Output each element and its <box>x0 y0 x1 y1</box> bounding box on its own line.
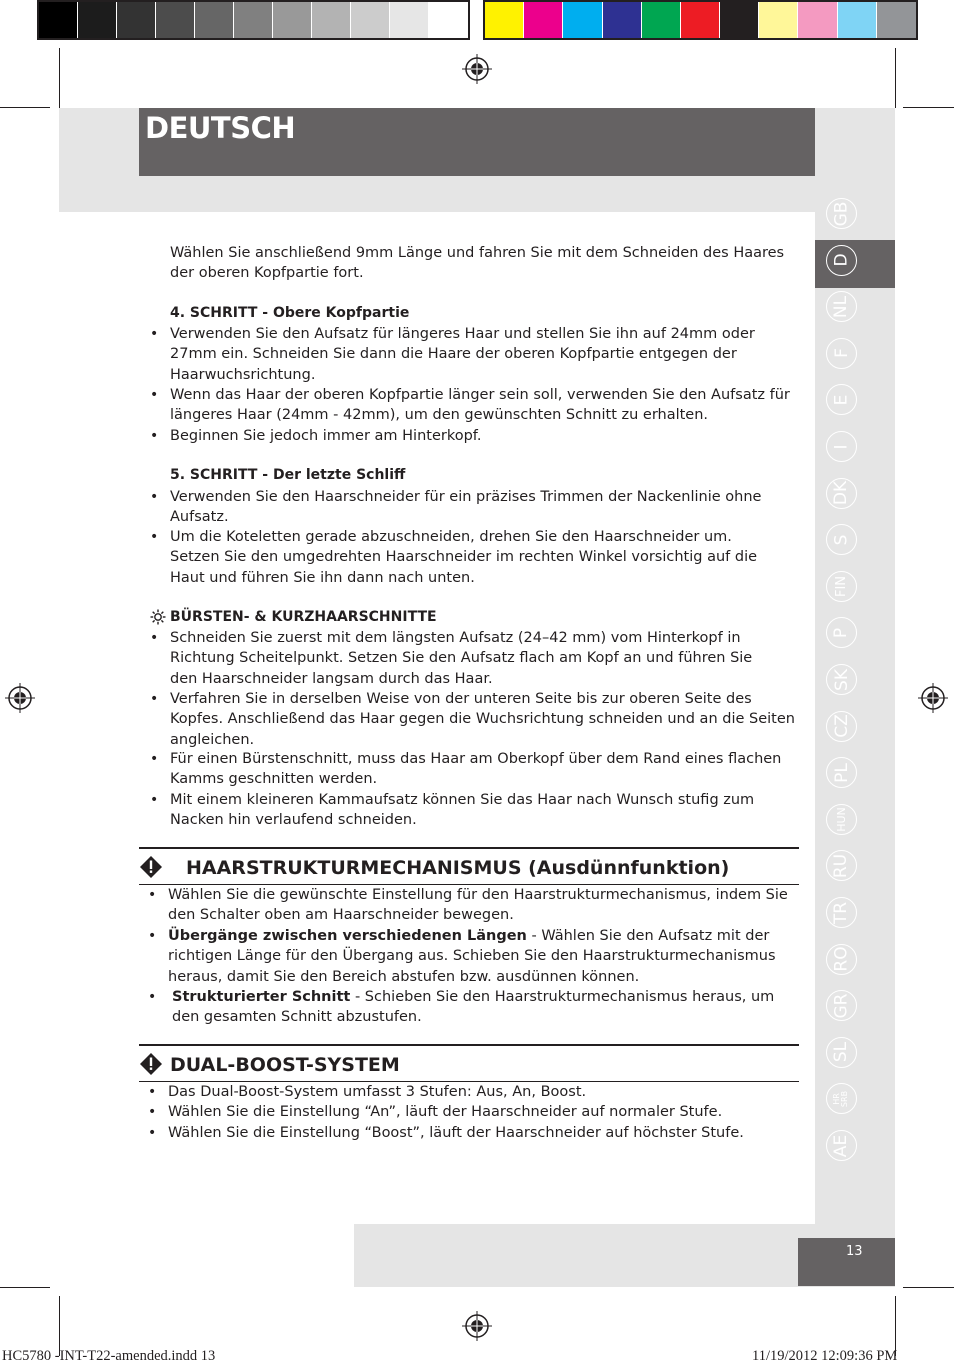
language-label: CZ <box>831 714 852 738</box>
section-rule <box>139 1044 799 1046</box>
crop-mark <box>0 107 50 108</box>
language-tab-gb[interactable] <box>826 198 857 229</box>
language-tab-sk[interactable] <box>826 664 857 695</box>
color-swatch <box>390 2 429 38</box>
crop-mark <box>59 48 60 108</box>
language-label: RU <box>831 853 852 879</box>
bullet-icon: • <box>148 928 157 944</box>
crop-mark <box>59 1296 60 1356</box>
crop-mark <box>895 1296 896 1356</box>
color-swatch <box>78 2 117 38</box>
color-swatch <box>524 2 563 38</box>
language-tab-cz[interactable] <box>826 711 857 742</box>
step4-item: Wenn das Haar der oberen Kopfpartie länger sein soll, verwenden Sie den Aufsatz für längeres Haar (24mm - 42mm), um den gewünschten Schnitt zu erhalten. <box>170 387 790 424</box>
step5-item: Um die Koteletten gerade abzuschneiden, drehen Sie den Haarschneider um. Setzen Sie den umgedrehten Haarschneider im rechten Winkel vorsichtig auf die Haut und führen Sie ihn dann nach unten. <box>170 529 758 586</box>
color-swatch <box>838 2 877 38</box>
language-sidebar <box>815 185 895 1225</box>
crop-mark <box>903 107 954 108</box>
page-title: DEUTSCH <box>145 111 296 145</box>
color-swatch <box>429 2 468 38</box>
color-swatch <box>39 2 78 38</box>
texture-item: Wählen Sie die gewünschte Einstellung für den Haarstrukturmechanismus, indem Sie den Schalter oben am Haarschneider bewegen. <box>168 887 788 924</box>
color-swatch <box>877 2 916 38</box>
bullet-icon: • <box>150 751 159 767</box>
grayscale-color-bar <box>37 0 470 40</box>
language-tab-d[interactable] <box>826 245 857 276</box>
language-label: FIN <box>833 575 849 597</box>
bullet-icon: • <box>150 387 159 403</box>
language-label: HUN <box>835 807 848 832</box>
bullet-icon: • <box>150 792 159 808</box>
color-swatch <box>563 2 602 38</box>
bullet-icon: • <box>150 691 159 707</box>
warning-icon <box>140 1053 162 1075</box>
language-label: D <box>831 253 852 267</box>
color-swatch <box>485 2 524 38</box>
language-tab-gr[interactable] <box>826 990 857 1021</box>
color-swatch <box>720 2 759 38</box>
crop-mark <box>903 1287 954 1288</box>
step4-item: Beginnen Sie jedoch immer am Hinterkopf. <box>170 428 482 444</box>
texture-heading: HAARSTRUKTURMECHANISMUS (Ausdünnfunktion) <box>186 857 730 879</box>
footer-file-info: HC5780 -INT-T22-amended.indd 13 <box>2 1348 216 1364</box>
texture-item-text: - Wählen Sie den Aufsatz mit der richtigen Länge für den Übergang aus. Schieben Sie den Haarstrukturmechanismus heraus, damit Sie den Bereich abstufen bzw. ausdünnen können. <box>168 928 776 985</box>
language-label: GR <box>831 993 852 1019</box>
intro-paragraph: Wählen Sie anschließend 9mm Länge und fahren Sie mit dem Schneiden des Haares der oberen Kopfpartie fort. <box>170 245 785 282</box>
language-label: TR <box>831 901 852 924</box>
registration-mark-icon <box>462 54 492 84</box>
crop-mark <box>0 1287 50 1288</box>
color-swatch <box>642 2 681 38</box>
section-rule <box>139 847 799 849</box>
bullet-icon: • <box>150 489 159 505</box>
language-label: RO <box>831 946 852 972</box>
bullet-icon: • <box>148 989 157 1005</box>
section-header <box>139 108 815 176</box>
language-tab-fin[interactable] <box>826 571 857 602</box>
process-color-bar <box>483 0 918 40</box>
footer-timestamp: 11/19/2012 12:09:36 PM <box>752 1348 898 1364</box>
language-label: GB <box>831 201 852 226</box>
language-tab-pl[interactable] <box>826 757 857 788</box>
language-tab-dk[interactable] <box>826 478 857 509</box>
bullet-icon: • <box>148 1084 157 1100</box>
dualboost-item: Das Dual-Boost-System umfasst 3 Stufen: Aus, An, Boost. <box>168 1084 587 1100</box>
brush-item: Verfahren Sie in derselben Weise von der unteren Seite bis zur oberen Seite des Kopfes. Anschließend das Haar gegen die Wuchsrichtung schneiden und an die Seiten angleichen. <box>170 691 795 748</box>
language-label: SL <box>831 1042 852 1063</box>
color-swatch <box>117 2 156 38</box>
brush-item: Schneiden Sie zuerst mit dem längsten Aufsatz (24–42 mm) vom Hinterkopf in Richtung Scheitelpunkt. Setzen Sie den Aufsatz flach am Kopf an und führen Sie den Haarschneider langsam durch das Haar. <box>170 630 753 687</box>
language-label: I <box>831 443 852 450</box>
language-label: S <box>831 534 852 546</box>
color-swatch <box>156 2 195 38</box>
language-tab-tr[interactable] <box>826 897 857 928</box>
color-swatch <box>759 2 798 38</box>
bullet-icon: • <box>148 1104 157 1120</box>
language-tab-nl[interactable] <box>826 291 857 322</box>
step5-heading: 5. SCHRITT - Der letzte Schliff <box>170 467 406 483</box>
language-tab-ro[interactable] <box>826 944 857 975</box>
step5-item: Verwenden Sie den Haarschneider für ein präzises Trimmen der Nackenlinie ohne Aufsatz. <box>170 489 762 526</box>
step4-item: Verwenden Sie den Aufsatz für längeres Haar und stellen Sie ihn auf 24mm oder 27mm ein. Schneiden Sie dann die Haare der oberen Kopfpartie entgegen der Haarwuchsrichtung. <box>170 326 755 383</box>
color-swatch <box>312 2 351 38</box>
language-label: F <box>831 348 852 359</box>
dualboost-heading: DUAL-BOOST-SYSTEM <box>170 1054 400 1076</box>
sun-icon <box>150 609 166 625</box>
color-swatch <box>195 2 234 38</box>
bullet-icon: • <box>150 428 159 444</box>
page-number: 13 <box>846 1244 863 1259</box>
language-label: DK <box>831 480 852 506</box>
language-tab-ae[interactable] <box>826 1130 857 1161</box>
bullet-icon: • <box>148 1125 157 1141</box>
language-tab-i[interactable] <box>826 431 857 462</box>
brush-heading: BÜRSTEN- & KURZHAARSCHNITTE <box>170 609 437 625</box>
language-tab-s[interactable] <box>826 524 857 555</box>
language-label: PL <box>831 762 852 783</box>
warning-icon <box>140 856 162 878</box>
texture-item <box>172 987 792 1028</box>
brush-item: Für einen Bürstenschnitt, muss das Haar am Oberkopf über dem Rand eines flachen Kamms geschnitten werden. <box>170 751 782 788</box>
registration-mark-icon <box>918 683 948 713</box>
color-swatch <box>273 2 312 38</box>
color-swatch <box>234 2 273 38</box>
bullet-icon: • <box>148 887 157 903</box>
language-label: SK <box>831 668 852 691</box>
bullet-icon: • <box>150 326 159 342</box>
step4-heading: 4. SCHRITT - Obere Kopfpartie <box>170 305 410 321</box>
texture-item-bold: Strukturierter Schnitt <box>172 989 351 1005</box>
language-tab-f[interactable] <box>826 338 857 369</box>
brush-item: Mit einem kleineren Kammaufsatz können Sie das Haar nach Wunsch stufig zum Nacken hin verlaufend schneiden. <box>170 792 755 829</box>
bullet-icon: • <box>150 529 159 545</box>
language-tab-sl[interactable] <box>826 1037 857 1068</box>
bullet-icon: • <box>150 630 159 646</box>
language-label: E <box>831 394 852 406</box>
language-tab-hun[interactable] <box>826 804 857 835</box>
texture-item <box>168 926 783 987</box>
texture-item-text: - Schieben Sie den Haarstrukturmechanismus heraus, um den gesamten Schnitt abzustufen. <box>172 989 775 1026</box>
texture-item-bold: Übergänge zwischen verschiedenen Längen <box>168 928 527 944</box>
color-swatch <box>681 2 720 38</box>
language-label: HR SRB <box>832 1090 850 1107</box>
color-swatch <box>798 2 837 38</box>
language-label: P <box>831 627 852 639</box>
color-swatch <box>603 2 642 38</box>
dualboost-item: Wählen Sie die Einstellung “An”, läuft der Haarschneider auf normaler Stufe. <box>168 1104 723 1120</box>
language-label: AE <box>831 1134 852 1157</box>
registration-mark-icon <box>5 683 35 713</box>
registration-mark-icon <box>462 1311 492 1341</box>
language-label: NL <box>831 295 852 318</box>
crop-mark <box>895 48 896 108</box>
dualboost-item: Wählen Sie die Einstellung “Boost”, läuft der Haarschneider auf höchster Stufe. <box>168 1125 744 1141</box>
color-swatch <box>351 2 390 38</box>
